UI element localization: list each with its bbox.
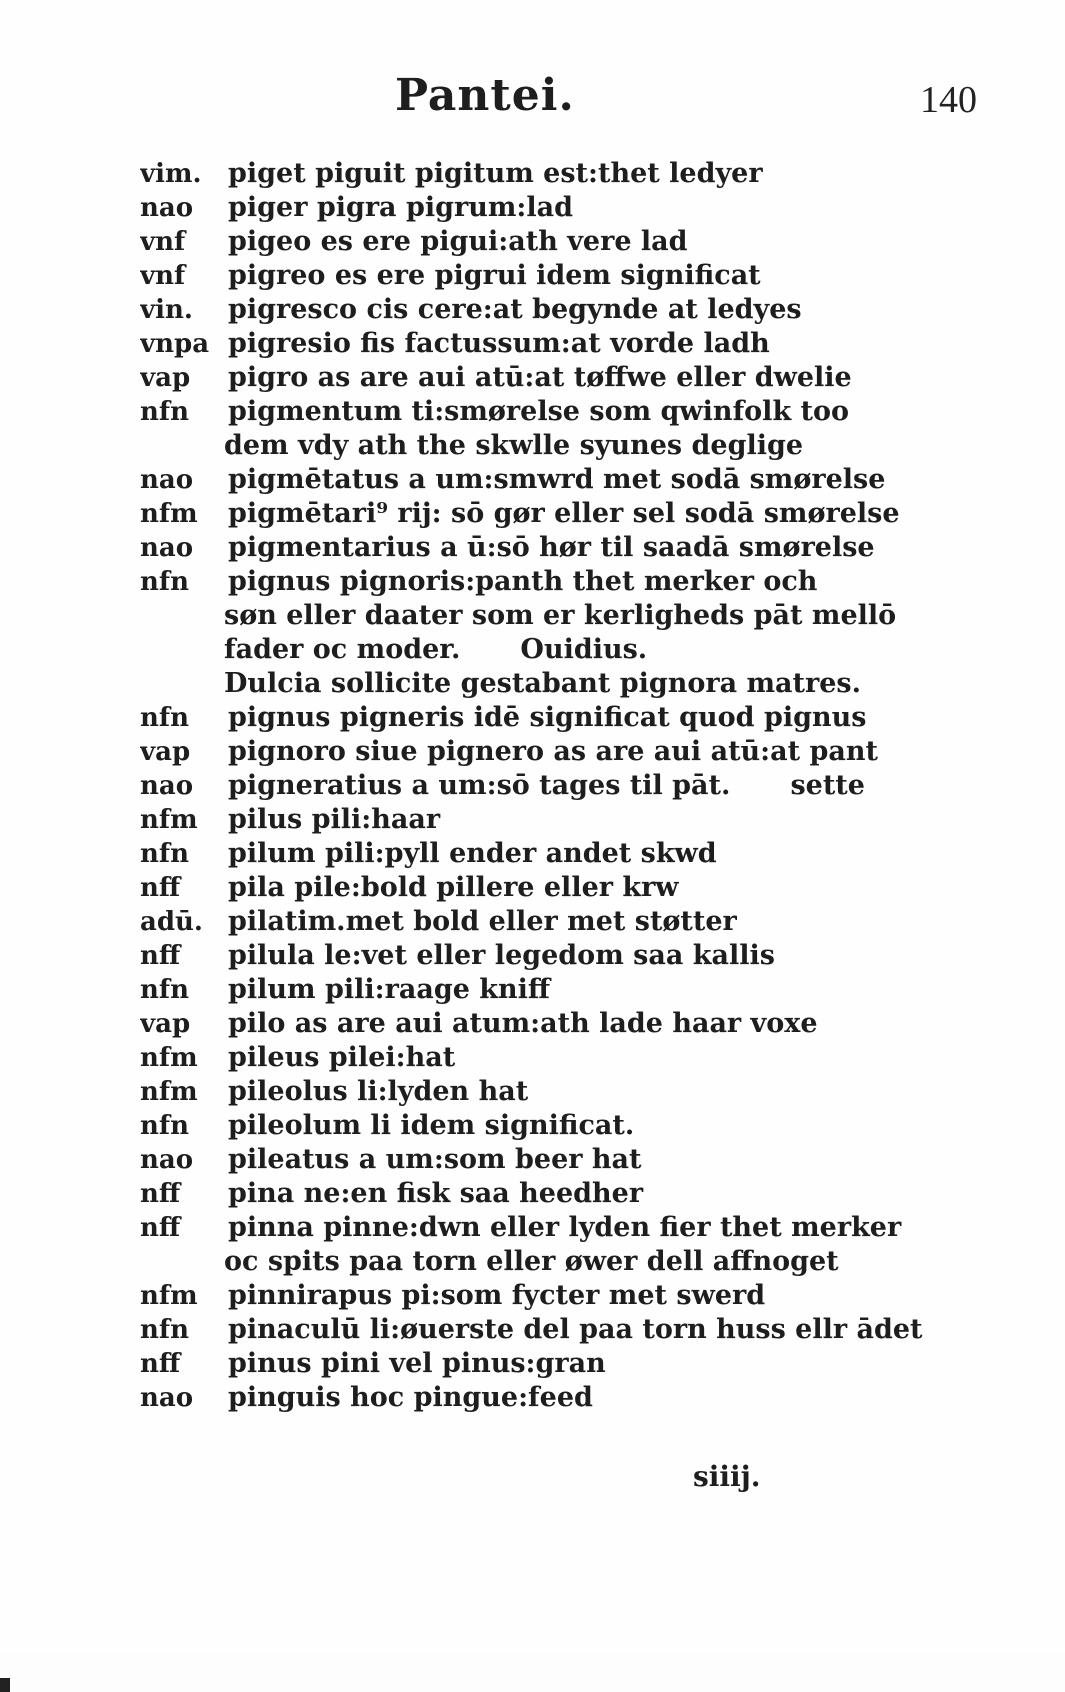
- grammar-code: nfm: [140, 805, 198, 835]
- entry-text: [228, 157, 990, 191]
- entry-text: [228, 531, 990, 565]
- dictionary-entry: [140, 1313, 990, 1347]
- grammar-code: nff: [140, 1179, 181, 1209]
- dictionary-entry: [140, 871, 990, 905]
- grammar-code: vnf: [140, 227, 186, 257]
- dictionary-entry: [140, 361, 990, 395]
- entry-side-note: sette: [790, 770, 865, 801]
- entry-definition: pigmentum ti:smørelse som qwinfolk too: [228, 396, 850, 427]
- dictionary-entry: [140, 633, 990, 667]
- grammar-code: nfn: [140, 1315, 189, 1345]
- dictionary-entry: [140, 1007, 990, 1041]
- dictionary-entry: [140, 429, 990, 463]
- entry-text: [228, 1177, 990, 1211]
- dictionary-entry: [140, 735, 990, 769]
- dictionary-entry-list: [140, 157, 990, 1415]
- entry-definition: pilula le:vet eller legedom saa kallis: [228, 940, 775, 971]
- entry-definition: pigresio fis factussum:at vorde ladh: [228, 328, 770, 359]
- dictionary-entry: [140, 939, 990, 973]
- grammar-code: nfn: [140, 1111, 189, 1141]
- dictionary-entry: [140, 1381, 990, 1415]
- dictionary-entry: [140, 497, 990, 531]
- grammar-code: nao: [140, 533, 194, 563]
- entry-definition: pileatus a um:som beer hat: [228, 1144, 642, 1175]
- entry-text: [228, 871, 990, 905]
- entry-definition: oc spits paa torn eller øwer dell affnoget: [224, 1246, 839, 1277]
- grammar-code: nao: [140, 1383, 194, 1413]
- entry-definition: pignus pignoris:panth thet merker och: [228, 566, 818, 597]
- dictionary-entry: [140, 837, 990, 871]
- dictionary-entry: [140, 701, 990, 735]
- grammar-code: vap: [140, 737, 191, 767]
- dictionary-entry: [140, 395, 990, 429]
- entry-side-note: Ouidius.: [520, 634, 648, 665]
- entry-definition: pinus pini vel pinus:gran: [228, 1348, 606, 1379]
- entry-definition: pilo as are aui atum:ath lade haar voxe: [228, 1008, 818, 1039]
- entry-definition: fader oc moder.: [224, 634, 461, 665]
- entry-definition: pignoro siue pignero as are aui atū:at pant: [228, 736, 878, 767]
- entry-definition: pina ne:en fisk saa heedher: [228, 1178, 644, 1209]
- entry-text: [224, 599, 990, 633]
- grammar-code: adū.: [140, 907, 203, 937]
- entry-definition: pigresco cis cere:at begynde at ledyes: [228, 294, 802, 325]
- dictionary-entry: [140, 667, 990, 701]
- grammar-code: nff: [140, 1213, 181, 1243]
- grammar-code: nfm: [140, 1043, 198, 1073]
- entry-text: [228, 1313, 990, 1347]
- entry-text: [228, 1109, 990, 1143]
- entry-text: [228, 1279, 990, 1313]
- entry-text: [228, 803, 990, 837]
- dictionary-entry: [140, 1041, 990, 1075]
- entry-definition: pinnirapus pi:som fycter met swerd: [228, 1280, 766, 1311]
- dictionary-entry: [140, 1245, 990, 1279]
- dictionary-entry: [140, 1347, 990, 1381]
- entry-text: [228, 565, 990, 599]
- entry-definition: pileolum li idem significat.: [228, 1110, 635, 1141]
- entry-definition: pigro as are aui atū:at tøffwe eller dwelie: [228, 362, 852, 393]
- grammar-code: nfn: [140, 975, 189, 1005]
- entry-text: [228, 225, 990, 259]
- dictionary-entry: [140, 1075, 990, 1109]
- entry-definition: pigeo es ere pigui:ath vere lad: [228, 226, 688, 257]
- dictionary-entry: [140, 1143, 990, 1177]
- grammar-code: nfm: [140, 1077, 198, 1107]
- entry-definition: pinna pinne:dwn eller lyden fier thet merker: [228, 1212, 902, 1243]
- entry-text: [224, 429, 990, 463]
- grammar-code: nfm: [140, 1281, 198, 1311]
- printer-signature-mark: siiij.: [693, 1460, 761, 1493]
- entry-text: [224, 667, 990, 701]
- grammar-code: nfn: [140, 397, 189, 427]
- entry-text: [228, 701, 990, 735]
- entry-definition: pigmētatus a um:smwrd met sodā smørelse: [228, 464, 886, 495]
- grammar-code: vnpa: [140, 329, 210, 359]
- grammar-code: vnf: [140, 261, 186, 291]
- entry-text: [228, 1381, 990, 1415]
- page-header-title: Pantei.: [395, 70, 575, 121]
- dictionary-entry: [140, 531, 990, 565]
- entry-text: [228, 191, 990, 225]
- grammar-code: nao: [140, 465, 194, 495]
- grammar-code: nff: [140, 1349, 181, 1379]
- grammar-code: vap: [140, 1009, 191, 1039]
- entry-definition: pileolus li:lyden hat: [228, 1076, 529, 1107]
- entry-definition: pilus pili:haar: [228, 804, 441, 835]
- entry-text: [228, 735, 990, 769]
- entry-text: [228, 1347, 990, 1381]
- grammar-code: vap: [140, 363, 191, 393]
- entry-definition: dem vdy ath the skwlle syunes deglige: [224, 430, 804, 461]
- entry-definition: pignus pigneris idē significat quod pignus: [228, 702, 867, 733]
- entry-definition: pila pile:bold pillere eller krw: [228, 872, 679, 903]
- entry-text: [228, 905, 990, 939]
- entry-text: [228, 939, 990, 973]
- grammar-code: nfn: [140, 567, 189, 597]
- entry-definition: pilum pili:raage kniff: [228, 974, 551, 1005]
- dictionary-entry: [140, 259, 990, 293]
- dictionary-entry: [140, 225, 990, 259]
- grammar-code: vim.: [140, 159, 202, 189]
- entry-text: [228, 463, 990, 497]
- grammar-code: nao: [140, 771, 194, 801]
- entry-definition: pilatim.met bold eller met støtter: [228, 906, 737, 937]
- dictionary-entry: [140, 463, 990, 497]
- entry-text: [228, 1007, 990, 1041]
- grammar-code: nff: [140, 941, 181, 971]
- entry-definition: pigmentarius a ū:sō hør til saadā smørelse: [228, 532, 875, 563]
- entry-text: [228, 973, 990, 1007]
- grammar-code: nfn: [140, 839, 189, 869]
- entry-definition: søn eller daater som er kerligheds pāt mellō: [224, 600, 897, 631]
- entry-text: [228, 293, 990, 327]
- dictionary-entry: [140, 1211, 990, 1245]
- dictionary-entry: [140, 1109, 990, 1143]
- entry-definition: pigmētari⁹ rij: sō gør eller sel sodā smørelse: [228, 498, 900, 529]
- entry-definition: pinaculū li:øuerste del paa torn huss ellr ādet: [228, 1314, 923, 1345]
- entry-text: [228, 327, 990, 361]
- entry-text: [224, 633, 990, 667]
- entry-definition: piget piguit pigitum est:thet ledyer: [228, 158, 763, 189]
- grammar-code: vin.: [140, 295, 193, 325]
- entry-definition: pileus pilei:hat: [228, 1042, 456, 1073]
- grammar-code: nff: [140, 873, 181, 903]
- grammar-code: nfn: [140, 703, 189, 733]
- dictionary-entry: [140, 1177, 990, 1211]
- entry-definition: pinguis hoc pingue:feed: [228, 1382, 593, 1413]
- entry-definition: piger pigra pigrum:lad: [228, 192, 573, 223]
- dictionary-entry: [140, 905, 990, 939]
- dictionary-entry: [140, 803, 990, 837]
- dictionary-entry: [140, 191, 990, 225]
- dictionary-entry: [140, 157, 990, 191]
- dictionary-entry: [140, 327, 990, 361]
- dictionary-entry: [140, 293, 990, 327]
- entry-text: [228, 259, 990, 293]
- grammar-code: nao: [140, 1145, 194, 1175]
- entry-text: [224, 1245, 990, 1279]
- grammar-code: nfm: [140, 499, 198, 529]
- scan-corner-mark: [0, 1678, 10, 1692]
- entry-text: [228, 395, 990, 429]
- entry-text: [228, 1041, 990, 1075]
- grammar-code: nao: [140, 193, 194, 223]
- dictionary-entry: [140, 565, 990, 599]
- entry-text: [228, 361, 990, 395]
- entry-text: [228, 837, 990, 871]
- page-number: 140: [920, 79, 977, 121]
- entry-text: [228, 1075, 990, 1109]
- dictionary-entry: [140, 1279, 990, 1313]
- entry-definition: pigreo es ere pigrui idem significat: [228, 260, 761, 291]
- entry-definition: Dulcia sollicite gestabant pignora matres.: [224, 668, 862, 699]
- dictionary-entry: [140, 599, 990, 633]
- entry-text: [228, 1143, 990, 1177]
- dictionary-entry: [140, 973, 990, 1007]
- entry-text: [228, 769, 990, 803]
- entry-text: [228, 1211, 990, 1245]
- entry-definition: pigneratius a um:sō tages til pāt.: [228, 770, 731, 801]
- scan-bottom-margin: [0, 1652, 1065, 1692]
- dictionary-entry: [140, 769, 990, 803]
- entry-definition: pilum pili:pyll ender andet skwd: [228, 838, 717, 869]
- entry-text: [228, 497, 990, 531]
